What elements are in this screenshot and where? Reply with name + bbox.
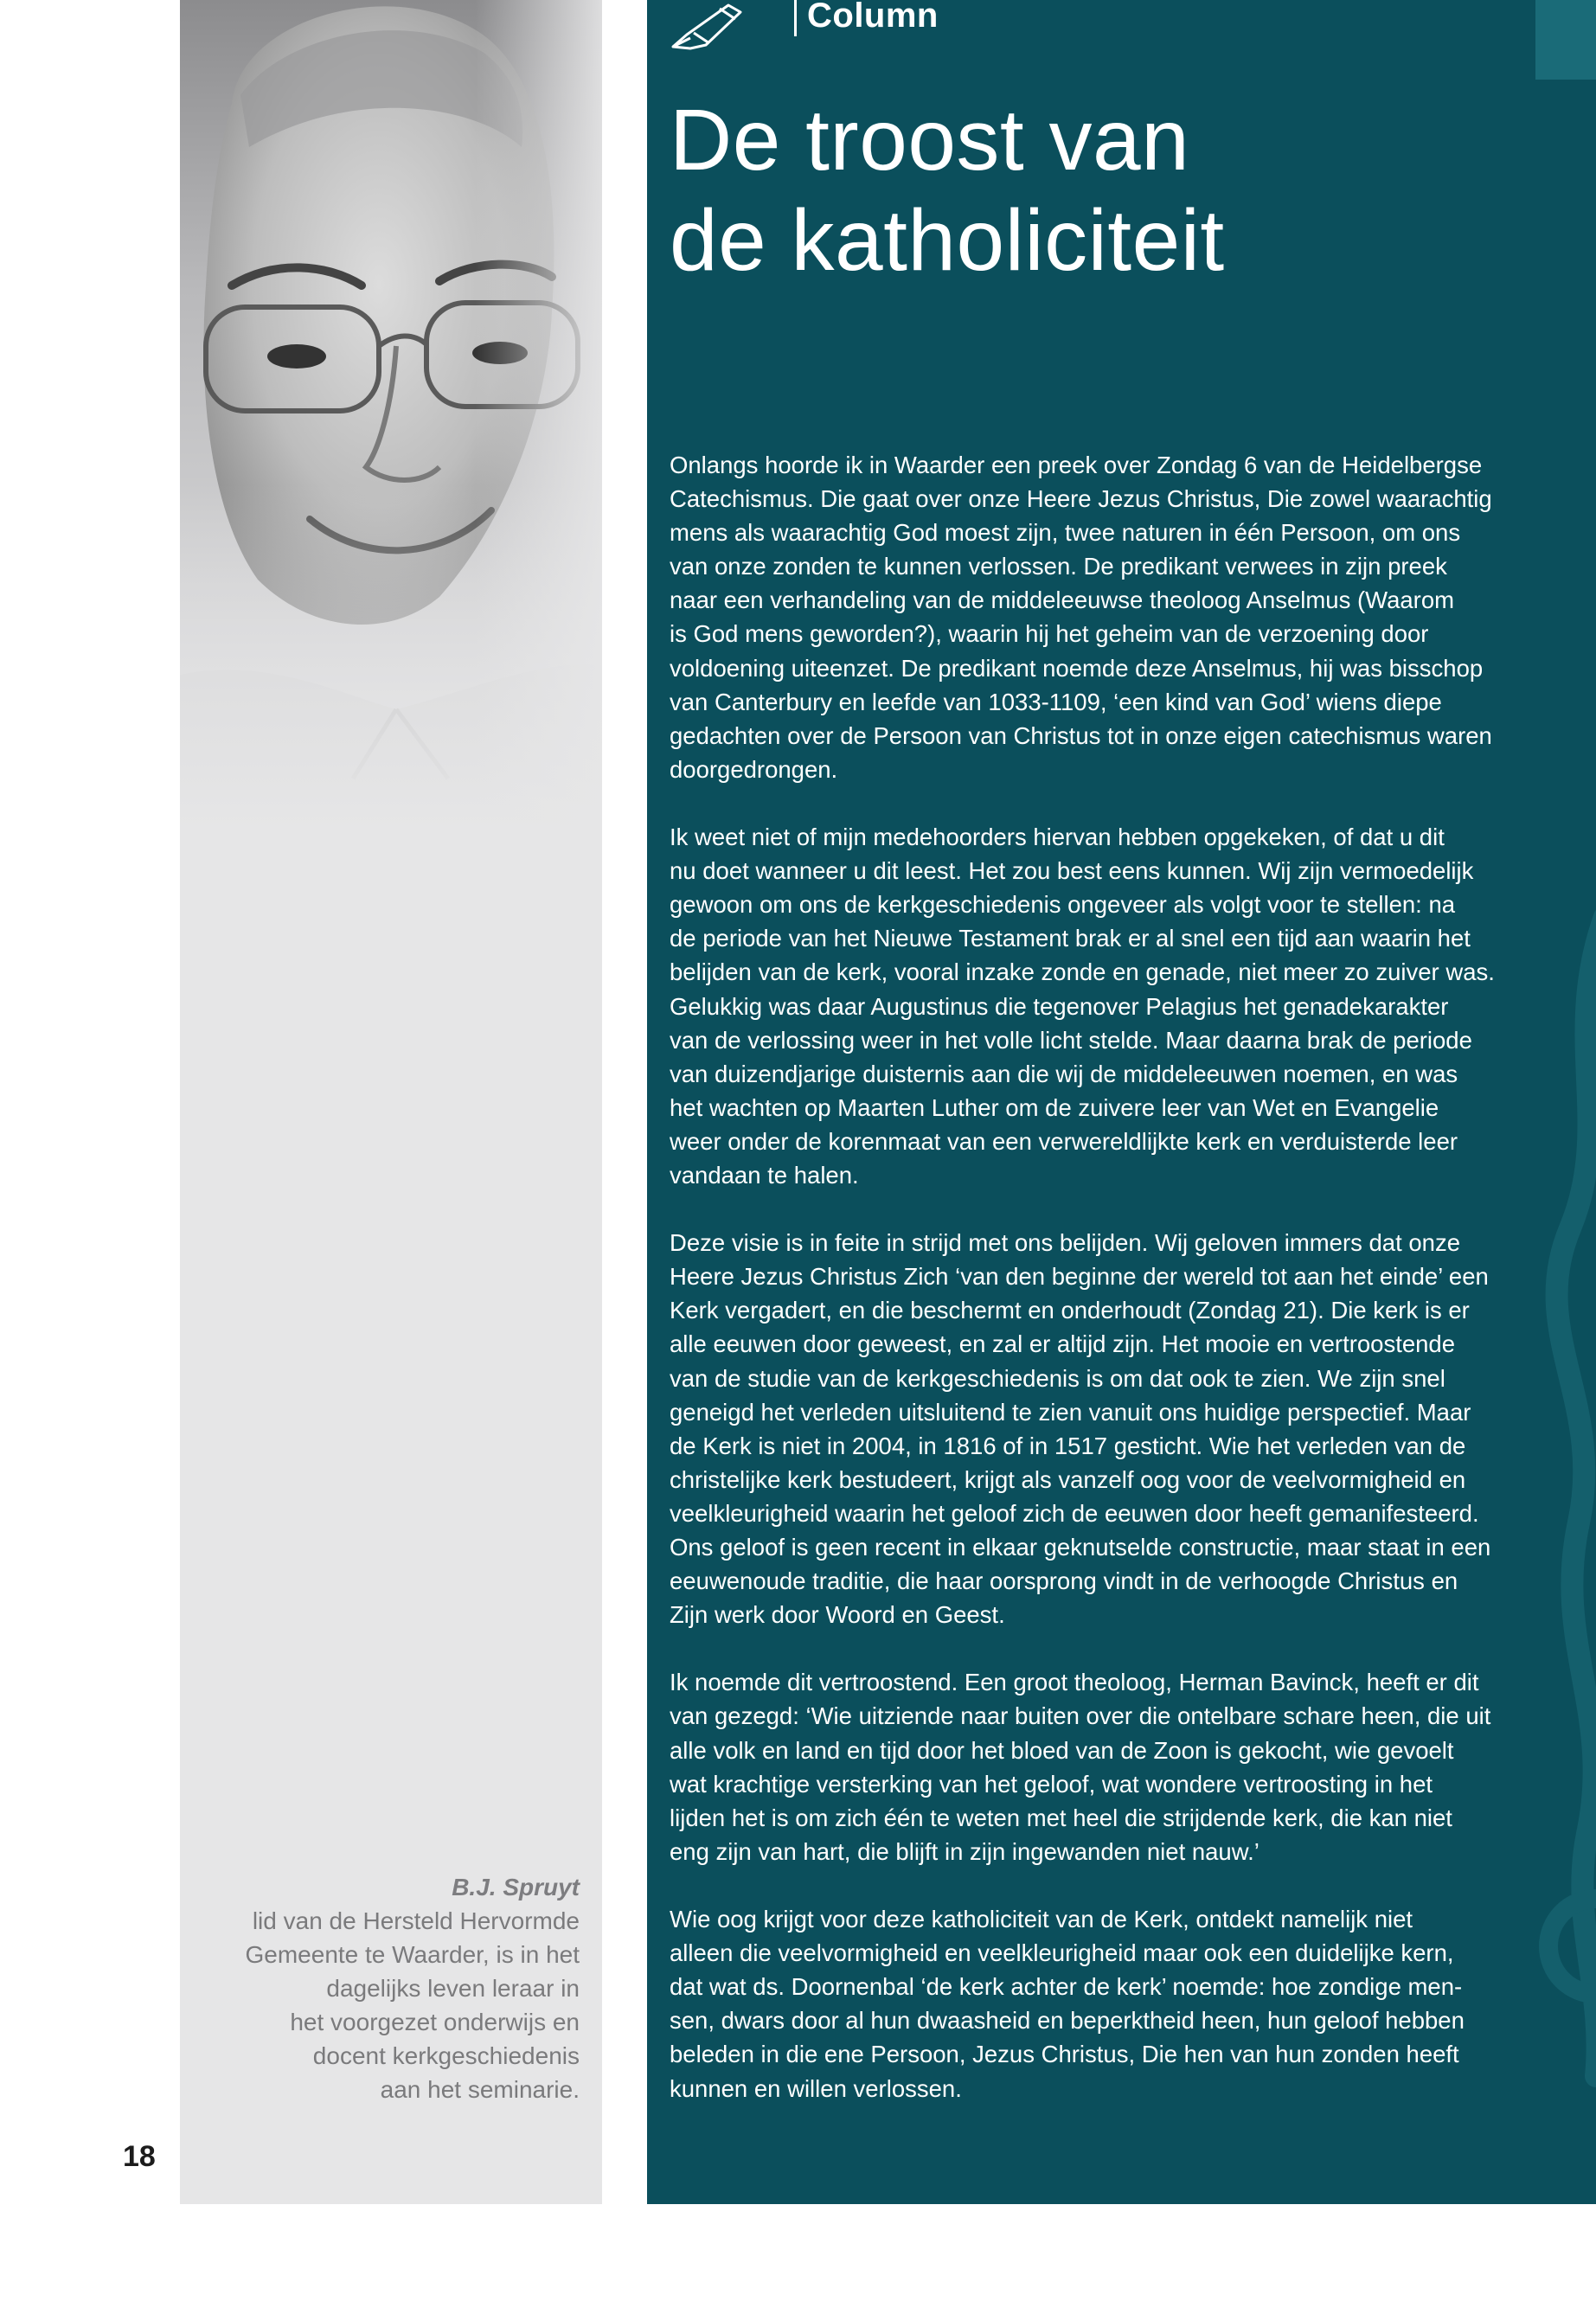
corner-tab-decoration (1535, 0, 1596, 80)
article-headline (670, 90, 1535, 291)
article-line: Heere Jezus Christus Zich ‘van den beginne der wereld tot aan het einde’ een (670, 1263, 1489, 1291)
article-line: alle eeuwen door geweest, en zal er altijd zijn. Het mooie en vertroostende (670, 1330, 1456, 1358)
bio-line: Gemeente te Waarder, is in het (245, 1941, 580, 1968)
article-line: eeuwenoude traditie, die haar oorsprong vindt in de verhoogde Christus en (670, 1567, 1458, 1595)
article-line: veelkleurigheid waarin het geloof zich de eeuwen door heeft gemanifesteerd. (670, 1499, 1479, 1527)
article-line: alle volk en land en tijd door het bloed van de Zoon is gekocht, wie gevoelt (670, 1736, 1454, 1764)
article-line: Kerk vergadert, en die beschermt en onderhoudt (Zondag 21). Die kerk is er (670, 1297, 1470, 1324)
article-line: gewoon om ons de kerkgeschiedenis ongeveer als volgt voor te stellen: na (670, 891, 1456, 919)
article-line: wat krachtige versterking van het geloof, wat wondere vertroosting in het (670, 1770, 1433, 1798)
article-line: voldoening uiteenzet. De predikant noemde deze Anselmus, hij was bisschop (670, 654, 1484, 682)
article-line: Onlangs hoorde ik in Waarder een preek over Zondag 6 van de Heidelbergse (670, 452, 1483, 478)
article-line: sen, dwars door al hun dwaasheid en beperktheid heen, hun geloof hebben (670, 2007, 1465, 2035)
bio-line: lid van de Hersteld Hervormde (252, 1907, 580, 1934)
article-body (670, 448, 1569, 2139)
sidebar-column (180, 0, 602, 2204)
article-line: van de verlossing weer in het volle licht stelde. Maar daarna brak de periode (670, 1026, 1472, 1054)
author-portrait (180, 0, 602, 830)
article-line: de periode van het Nieuwe Testament brak er al snel een tijd aan waarin het (670, 925, 1471, 952)
section-label: Column (794, 0, 939, 36)
article-line: christelijke kerk bestudeert, krijgt als vanzelf oog voor de veelvormigheid en (670, 1465, 1466, 1493)
bio-line: het voorgezet onderwijs en (290, 2009, 580, 2035)
article-line: Wie oog krijgt voor deze katholiciteit van de Kerk, ontdekt namelijk niet (670, 1906, 1413, 1933)
article-line: vandaan te halen. (670, 1161, 859, 1189)
article-paragraph (670, 1226, 1569, 1631)
author-bio (180, 1870, 580, 2106)
article-line: gedachten over de Persoon van Christus tot in onze eigen catechismus waren (670, 721, 1492, 749)
article-line: Gelukkig was daar Augustinus die tegenover Pelagius het genadekarakter (670, 992, 1449, 1020)
article-line: eng zijn van hart, die blijft in zijn ingewanden niet nauw.’ (670, 1837, 1259, 1865)
article-line: Ik weet niet of mijn medehoorders hiervan hebben opgekeken, of dat u dit (670, 824, 1445, 851)
article-line: weer onder de korenmaat van een verwereldlijkte kerk en verduisterde leer (670, 1127, 1458, 1155)
article-line: doorgedrongen. (670, 755, 838, 783)
article-line: van duizendjarige duisternis aan die wij de middeleeuwen noemen, en was (670, 1060, 1458, 1087)
article-line: Ons geloof is geen recent in elkaar geknutselde constructie, maar staat in een (670, 1534, 1491, 1561)
article-panel (647, 0, 1596, 2204)
pen-nib-icon (668, 0, 746, 52)
article-paragraph (670, 1902, 1569, 2106)
article-line: nu doet wanneer u dit leest. Het zou best eens kunnen. Wij zijn vermoedelijk (670, 857, 1474, 885)
bio-line: aan het seminarie. (380, 2076, 580, 2103)
article-line: belijden van de kerk, vooral inzake zonde en genade, niet meer zo zuiver was. (670, 958, 1495, 986)
article-paragraph (670, 448, 1569, 786)
article-line: is God mens geworden?), waarin hij het geheim van de verzoening door (670, 620, 1429, 648)
page-number: 18 (123, 2140, 156, 2173)
bio-line: docent kerkgeschiedenis (312, 2042, 580, 2069)
article-line: Ik noemde dit vertroostend. Een groot theoloog, Herman Bavinck, heeft er dit (670, 1669, 1479, 1696)
article-line: dat wat ds. Doornenbal ‘de kerk achter de kerk’ noemde: hoe zondige men- (670, 1973, 1463, 2001)
article-line: mens als waarachtig God moest zijn, twee naturen in één Persoon, om ons (670, 519, 1461, 547)
article-line: Deze visie is in feite in strijd met ons belijden. Wij geloven immers dat onze (670, 1229, 1460, 1257)
article-line: naar een verhandeling van de middeleeuwse theoloog Anselmus (Waarom (670, 586, 1455, 614)
article-line: beleden in die ene Persoon, Jezus Christus, Die hen van hun zonden heeft (670, 2041, 1459, 2068)
author-name: B.J. Spruyt (452, 1874, 580, 1900)
article-paragraph (670, 820, 1569, 1192)
article-line: Catechismus. Die gaat over onze Heere Jezus Christus, Die zowel waarachtig (670, 485, 1492, 513)
article-line: van onze zonden te kunnen verlossen. De predikant verwees in zijn preek (670, 553, 1447, 580)
article-line: de Kerk is niet in 2004, in 1816 of in 1517 gesticht. Wie het verleden van de (670, 1432, 1466, 1459)
article-line: lijden het is om zich één te weten met heel die strijdende kerk, die kan niet (670, 1804, 1452, 1831)
article-line: geneigd het verleden uitsluitend te zien vanuit ons huidige perspectief. Maar (670, 1398, 1471, 1426)
article-line: Zijn werk door Woord en Geest. (670, 1601, 1005, 1629)
article-line: alleen die veelvormigheid en veelkleurigheid maar ook een duidelijke kern, (670, 1939, 1454, 1967)
portrait-photo (180, 0, 602, 830)
article-line: het wachten op Maarten Luther om de zuivere leer van Wet en Evangelie (670, 1093, 1439, 1121)
article-line: van gezegd: ‘Wie uitziende naar buiten over die ontelbare schare heen, die uit (670, 1702, 1491, 1730)
headline-line: De troost van (670, 92, 1190, 189)
article-line: van Canterbury en leefde van 1033-1109, ‘een kind van God’ wiens diepe (670, 688, 1442, 715)
headline-line: de katholiciteit (670, 192, 1225, 289)
bio-line: dagelijks leven leraar in (326, 1975, 580, 2002)
article-paragraph (670, 1665, 1569, 1868)
article-line: van de studie van de kerkgeschiedenis is om dat ook te zien. We zijn snel (670, 1364, 1445, 1392)
article-line: kunnen en willen verlossen. (670, 2074, 962, 2102)
